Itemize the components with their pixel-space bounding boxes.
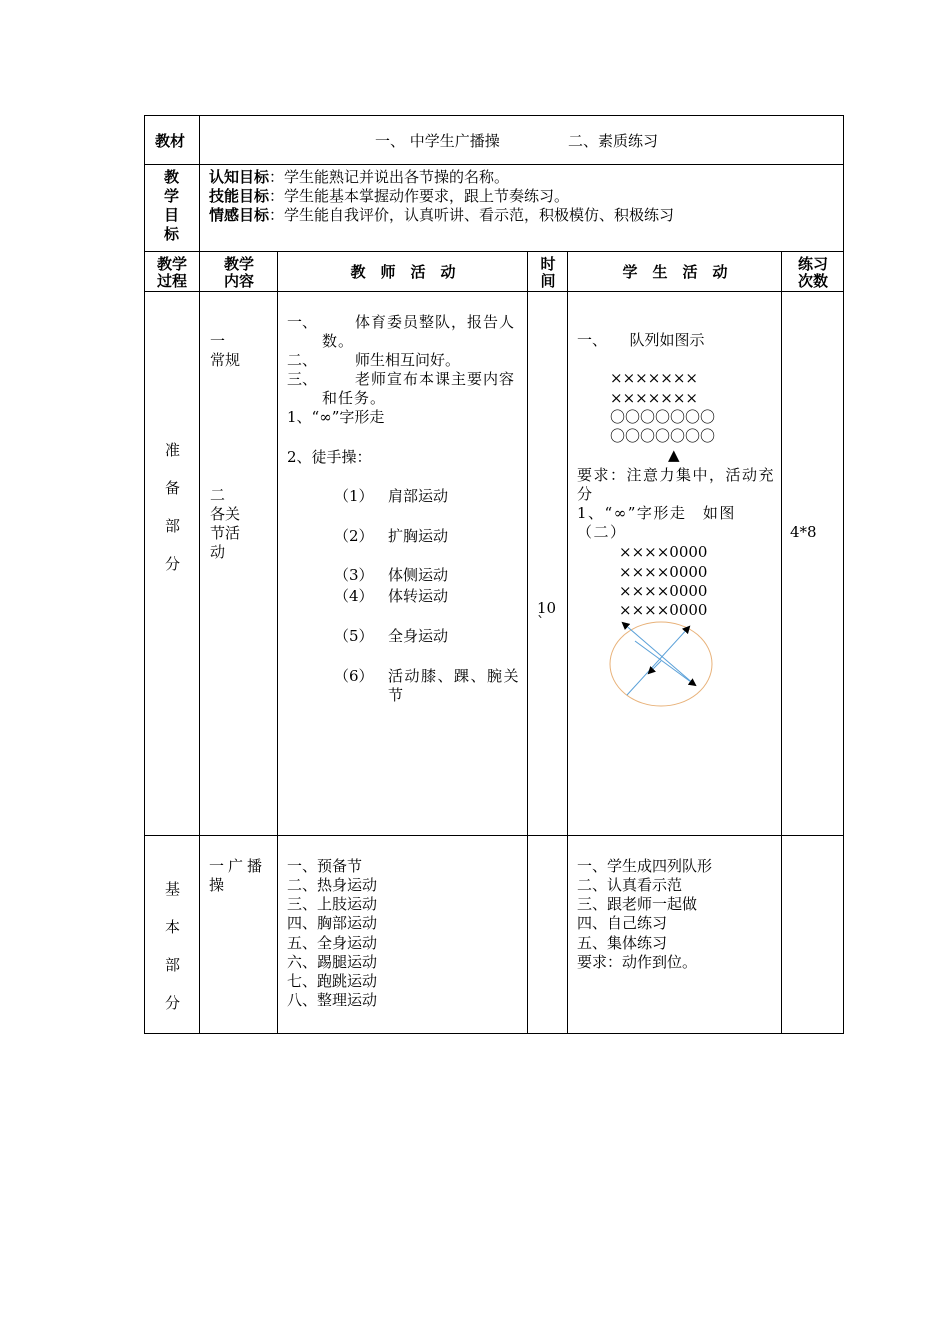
material-label: 教材 [155, 132, 186, 150]
formation-row-4: 〇〇〇〇〇〇〇 [610, 427, 716, 445]
table-border-right [843, 115, 844, 1034]
table-border-left [144, 115, 145, 1034]
basic-student-2: 二、认真看示范 [577, 876, 683, 894]
exercise-1-num: （1） [334, 487, 374, 505]
objective-skill [209, 187, 569, 206]
col-header-time-2: 间 [540, 272, 556, 290]
col-header-student: 学 生 活 动 [622, 263, 728, 281]
formation-row-2: ××××××× [610, 389, 698, 407]
col-header-process-2: 过程 [156, 272, 187, 290]
formation2-row-3: ××××0000 [619, 582, 708, 600]
objective-label: 情感目标 [209, 206, 270, 224]
col-header-count-2: 次数 [797, 272, 828, 290]
formation-row-3: 〇〇〇〇〇〇〇 [610, 408, 716, 426]
exercise-6-name: 活动膝、踝、腕关节 [388, 667, 521, 704]
objectives-label-2: 学 [164, 187, 180, 205]
col-rule-4 [567, 251, 568, 1034]
objective-text: ：学生能基本掌握动作要求，跟上节奏练习。 [269, 187, 570, 205]
teacher-freehand: 2、徒手操： [287, 448, 372, 466]
col-rule-5 [781, 251, 782, 1034]
basic-student-6: 要求：动作到位。 [577, 953, 698, 971]
basic-teacher-5: 五、全身运动 [287, 934, 378, 952]
diagonal-arrow-3 [635, 641, 695, 685]
student-requirement: 要求：注意力集中，活动充分 [577, 466, 776, 503]
walking-path-diagram [605, 615, 717, 711]
exercise-1-name: 肩部运动 [388, 487, 449, 505]
objective-text: ：学生能自我评价，认真听讲、看示范，积极模仿、积极练习 [269, 206, 675, 224]
basic-content: 一广播操 [209, 857, 267, 894]
exercise-5-name: 全身运动 [388, 627, 449, 645]
col-header-teacher: 教 师 活 动 [350, 263, 456, 281]
prep-process-char-3: 部 [165, 517, 181, 535]
table-border-bottom [144, 1033, 844, 1034]
basic-student-3: 三、跟老师一起做 [577, 895, 698, 913]
col-rule-2 [277, 251, 278, 1034]
basic-teacher-2: 二、热身运动 [287, 876, 378, 894]
col-header-content-2: 内容 [223, 272, 254, 290]
exercise-4-name: 体转运动 [388, 587, 449, 605]
prep-content-1-num: 一 [210, 332, 226, 350]
exercise-2-name: 扩胸运动 [388, 527, 449, 545]
col-header-time-1: 时 [540, 255, 556, 273]
basic-student-5: 五、集体练习 [577, 934, 668, 952]
objective-label: 技能目标 [209, 187, 270, 205]
exercise-4-num: （4） [334, 587, 374, 605]
formation2-row-1: ××××0000 [619, 543, 708, 561]
teacher-item-2-num: 二、 [287, 351, 318, 369]
exercise-2-num: （2） [334, 527, 374, 545]
objective-affective [209, 206, 674, 225]
basic-teacher-4: 四、胸部运动 [287, 914, 378, 932]
exercise-3-name: 体侧运动 [388, 566, 449, 584]
table-rule-1 [144, 164, 844, 165]
col-rule-3 [527, 251, 528, 1034]
diagonal-arrow-1 [627, 627, 689, 695]
objectives-label-3: 目 [164, 206, 180, 224]
teacher-item-2-text: 师生相互问好。 [355, 351, 461, 369]
basic-teacher-1: 一、预备节 [287, 857, 363, 875]
student-walk: 1、“∞”字形走 如图（二） [577, 504, 736, 541]
basic-process-char-4: 分 [165, 994, 181, 1012]
formation2-row-4: ××××0000 [619, 601, 708, 619]
objective-cognitive [209, 168, 509, 187]
basic-teacher-7: 七、跑跳运动 [287, 972, 378, 990]
basic-process-char-1: 基 [165, 880, 181, 898]
basic-process-char-2: 本 [165, 918, 181, 936]
prep-process-char-2: 备 [165, 479, 181, 497]
prep-count: 4*8 [790, 523, 817, 541]
prep-content-1-title: 常规 [210, 351, 241, 369]
teacher-item-1-num: 一、 [287, 313, 318, 331]
col-rule-1 [199, 115, 200, 1034]
objectives-label-4: 标 [164, 225, 180, 243]
topic-2: 二、素质练习 [568, 132, 659, 150]
formation-row-1: ××××××× [610, 369, 698, 387]
prep-time-mark: ` [537, 613, 545, 631]
objective-label: 认知目标 [209, 168, 270, 186]
teacher-item-3-text: 老师宣布本课主要内容和任务。 [322, 370, 516, 407]
student-formation-title: 一、 队列如图示 [577, 331, 705, 349]
exercise-6-num: （6） [334, 667, 374, 685]
table-rule-2 [144, 251, 844, 252]
teacher-item-1-text: 体育委员整队，报告人数。 [322, 313, 516, 350]
diagonal-arrow-4 [649, 661, 661, 673]
teacher-item-3-num: 三、 [287, 370, 318, 388]
basic-student-1: 一、学生成四列队形 [577, 857, 713, 875]
basic-teacher-8: 八、整理运动 [287, 991, 378, 1009]
exercise-5-num: （5） [334, 627, 374, 645]
topic-1: 一、 中学生广播操 [375, 132, 500, 150]
col-header-count-1: 练习 [797, 255, 828, 273]
prep-process-char-4: 分 [165, 555, 181, 573]
objectives-label-1: 教 [164, 168, 180, 186]
col-header-content-1: 教学 [223, 255, 254, 273]
basic-teacher-6: 六、踢腿运动 [287, 953, 378, 971]
prep-time: 10 [537, 599, 557, 617]
table-rule-3 [144, 291, 844, 292]
teacher-walk: 1、“∞”字形走 [287, 408, 385, 426]
table-rule-4 [144, 835, 844, 836]
teacher-marker-icon: ▲ [668, 446, 680, 464]
basic-teacher-3: 三、上肢运动 [287, 895, 378, 913]
walking-circle [610, 622, 712, 706]
prep-content-2-num: 二 [210, 486, 226, 504]
formation2-row-2: ××××0000 [619, 563, 708, 581]
basic-process-char-3: 部 [165, 956, 181, 974]
prep-process-char-1: 准 [165, 441, 181, 459]
exercise-3-num: （3） [334, 566, 374, 584]
col-header-process-1: 教学 [156, 255, 187, 273]
table-border-top [144, 115, 844, 116]
basic-student-4: 四、自己练习 [577, 914, 668, 932]
objective-text: ：学生能熟记并说出各节操的名称。 [269, 168, 510, 186]
prep-content-2-title: 各关节活动 [210, 505, 241, 561]
